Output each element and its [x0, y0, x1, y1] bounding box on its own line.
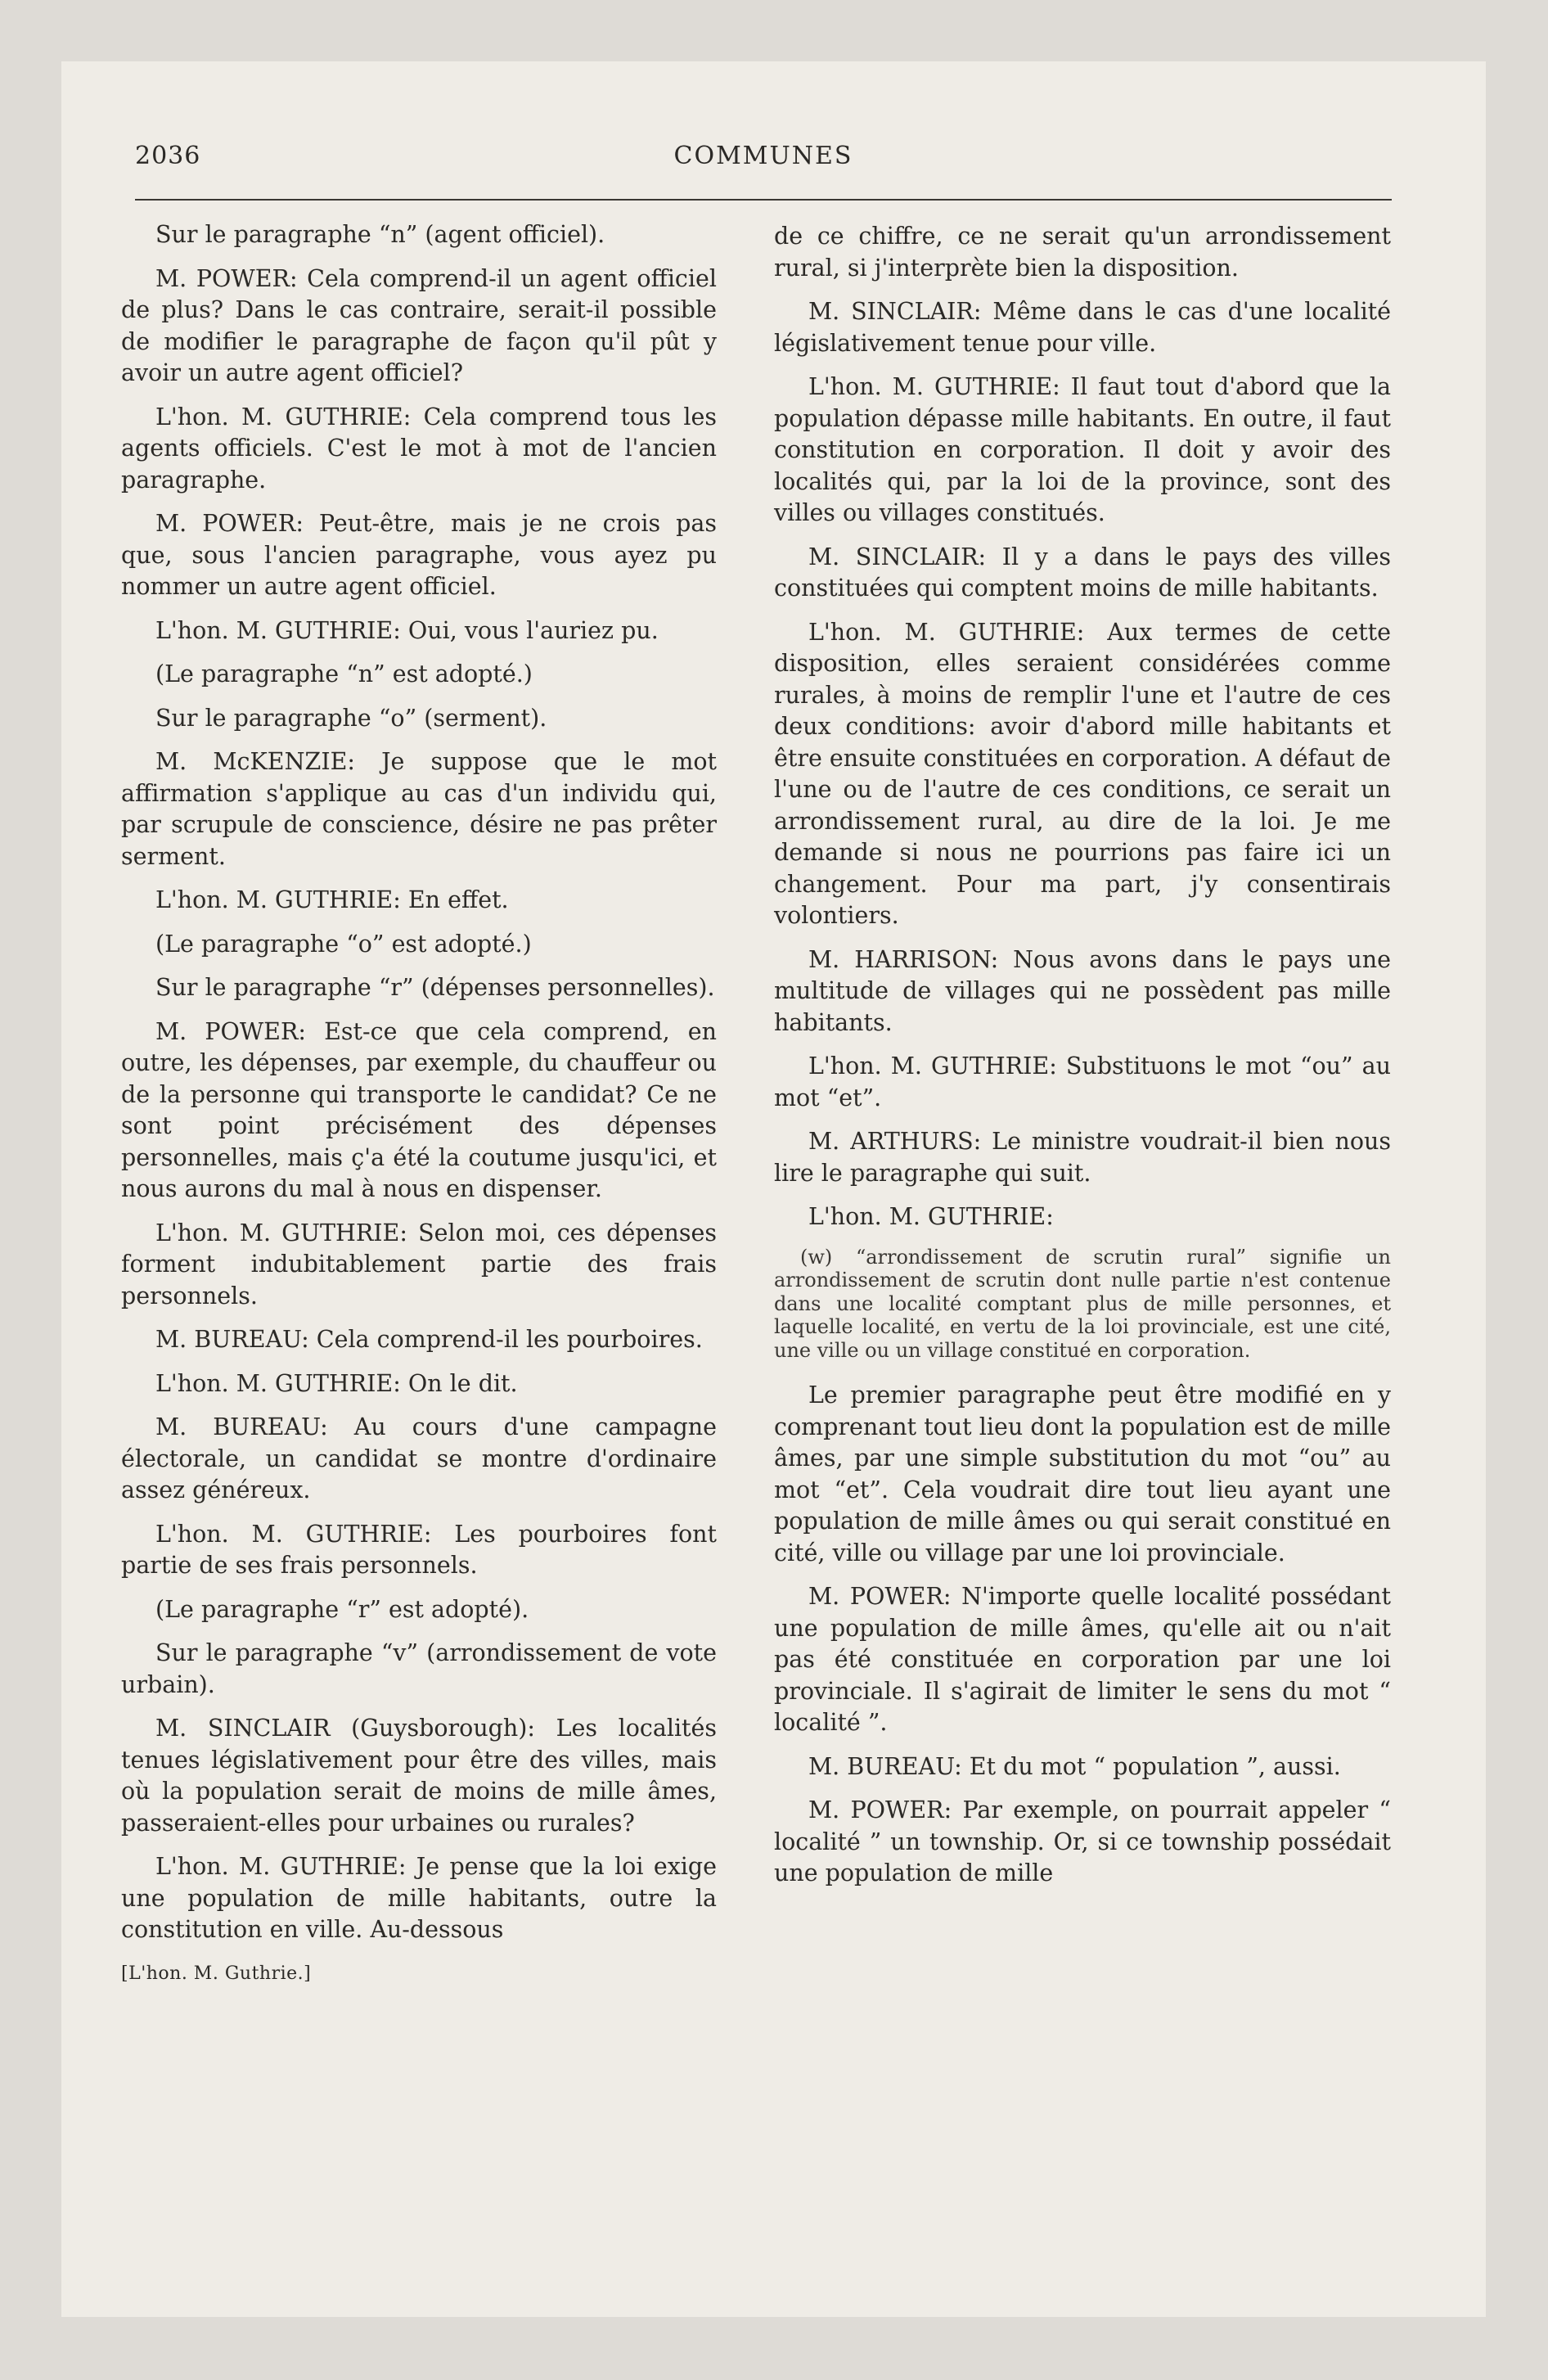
paragraph: (Le paragraphe “n” est adopté.)	[155, 660, 533, 687]
paragraph: (Le paragraphe “o” est adopté.)	[155, 930, 532, 958]
left-column	[121, 219, 717, 2002]
paragraph: M. ARTHURS: Le ministre voudrait-il bien nous lire le paragraphe qui suit.	[774, 1128, 1391, 1187]
paragraph: M. POWER: Peut-être, mais je ne crois pas que, sous l'ancien paragraphe, vous ayez pu nommer un autre agent officiel.	[121, 510, 717, 600]
paragraph: L'hon. M. GUTHRIE: Les pourboires font partie de ses frais personnels.	[121, 1520, 717, 1579]
quoted-clause: (w) “arrondissement de scrutin rural” signifie un arrondissement de scrutin dont nulle partie n'est contenue dans une localité comptant plus de mille personnes, et laquelle localité, en vertu de la loi provinciale, est une cité, une ville ou un village constitué en corporation.	[774, 1245, 1391, 1362]
paragraph: L'hon. M. GUTHRIE: Je pense que la loi exige une population de mille habitants, outre la constitution en ville. Au-dessous	[121, 1853, 717, 1943]
paragraph: L'hon. M. GUTHRIE:	[808, 1203, 1054, 1230]
paragraph: M. SINCLAIR: Il y a dans le pays des villes constituées qui comptent moins de mille habitants.	[774, 543, 1391, 602]
page-number: 2036	[135, 142, 201, 170]
paragraph: L'hon. M. GUTHRIE: Cela comprend tous les agents officiels. C'est le mot à mot de l'ancien paragraphe.	[121, 403, 717, 494]
paragraph: Sur le paragraphe “n” (agent officiel).	[155, 221, 605, 248]
page-header	[135, 142, 1392, 178]
paragraph: (Le paragraphe “r” est adopté).	[155, 1595, 529, 1623]
paragraph: M. BUREAU: Au cours d'une campagne électorale, un candidat se montre d'ordinaire assez généreux.	[121, 1413, 717, 1503]
paragraph: M. SINCLAIR: Même dans le cas d'une localité législativement tenue pour ville.	[774, 298, 1391, 357]
paragraph: M. POWER: Est-ce que cela comprend, en outre, les dépenses, par exemple, du chauffeur ou de la personne qui transporte le candidat? Ce ne sont point précisément des dépenses personnelles, mais ç'a été la coutume jusqu'ici, et nous aurons du mal à nous en dispenser.	[121, 1017, 717, 1202]
paragraph: L'hon. M. GUTHRIE: Il faut tout d'abord que la population dépasse mille habitants. En outre, il faut constitution en corporation. Il doit y avoir des localités qui, par la loi de la province, sont des villes ou villages constitués.	[774, 373, 1391, 526]
paragraph: L'hon. M. GUTHRIE: En effet.	[155, 886, 509, 913]
paragraph: Sur le paragraphe “o” (serment).	[155, 704, 547, 732]
paragraph: Le premier paragraphe peut être modifié en y comprenant tout lieu dont la population est de mille âmes, par une simple substitution du mot “ou” au mot “et”. Cela voudrait dire tout lieu ayant une population de mille âmes ou qui serait constitué en cité, ville ou village par une loi provinciale.	[774, 1382, 1391, 1566]
paragraph: L'hon. M. GUTHRIE: Aux termes de cette disposition, elles seraient considérées comme rurales, à moins de remplir l'une et l'autre de ces deux conditions: avoir d'abord mille habitants et être ensuite constituées en corporation. A défaut de l'une ou de l'autre de ces conditions, ce serait un arrondissement rural, au dire de la loi. Je me demande si nous ne pourrions pas faire ici un changement. Pour ma part, j'y consentirais volontiers.	[774, 618, 1391, 929]
running-title: COMMUNES	[673, 142, 853, 170]
paragraph: L'hon. M. GUTHRIE: On le dit.	[155, 1369, 518, 1397]
paragraph: Sur le paragraphe “v” (arrondissement de vote urbain).	[121, 1639, 717, 1698]
paragraph: M. BUREAU: Et du mot “ population ”, aussi.	[808, 1752, 1341, 1780]
paragraph: M. McKENZIE: Je suppose que le mot affirmation s'applique au cas d'un individu qui, par scrupule de conscience, désire ne pas prêter serment.	[121, 748, 717, 870]
paragraph: M. SINCLAIR (Guysborough): Les localités tenues législativement pour être des villes, mais où la population serait de moins de mille âmes, passeraient-elles pour urbaines ou rurales?	[121, 1715, 717, 1837]
paragraph: L'hon. M. GUTHRIE: Selon moi, ces dépenses forment indubitablement partie des frais personnels.	[121, 1219, 717, 1309]
paragraph: M. POWER: Par exemple, on pourrait appeler “ localité ” un township. Or, si ce township possédait une population de mille	[774, 1796, 1391, 1886]
paragraph: M. BUREAU: Cela comprend-il les pourboires.	[155, 1326, 703, 1353]
right-column	[774, 221, 1391, 1902]
paragraph: M. POWER: N'importe quelle localité possédant une population de mille âmes, qu'elle ait ou n'ait pas été constituée en corporation par une loi provinciale. Il s'agirait de limiter le sens du mot “ localité ”.	[774, 1583, 1391, 1736]
paragraph: M. HARRISON: Nous avons dans le pays une multitude de villages qui ne possèdent pas mille habitants.	[774, 945, 1391, 1036]
speaker-signature: [L'hon. M. Guthrie.]	[121, 1963, 312, 1984]
paragraph: Sur le paragraphe “r” (dépenses personnelles).	[155, 974, 715, 1001]
paragraph: L'hon. M. GUTHRIE: Oui, vous l'auriez pu.	[155, 616, 659, 644]
paragraph: de ce chiffre, ce ne serait qu'un arrondissement rural, si j'interprète bien la disposition.	[774, 223, 1391, 282]
header-rule	[135, 199, 1392, 201]
paragraph: L'hon. M. GUTHRIE: Substituons le mot “ou” au mot “et”.	[774, 1053, 1391, 1111]
paragraph: M. POWER: Cela comprend-il un agent officiel de plus? Dans le cas contraire, serait-il possible de modifier le paragraphe de façon qu'il pût y avoir un autre agent officiel?	[121, 264, 717, 386]
